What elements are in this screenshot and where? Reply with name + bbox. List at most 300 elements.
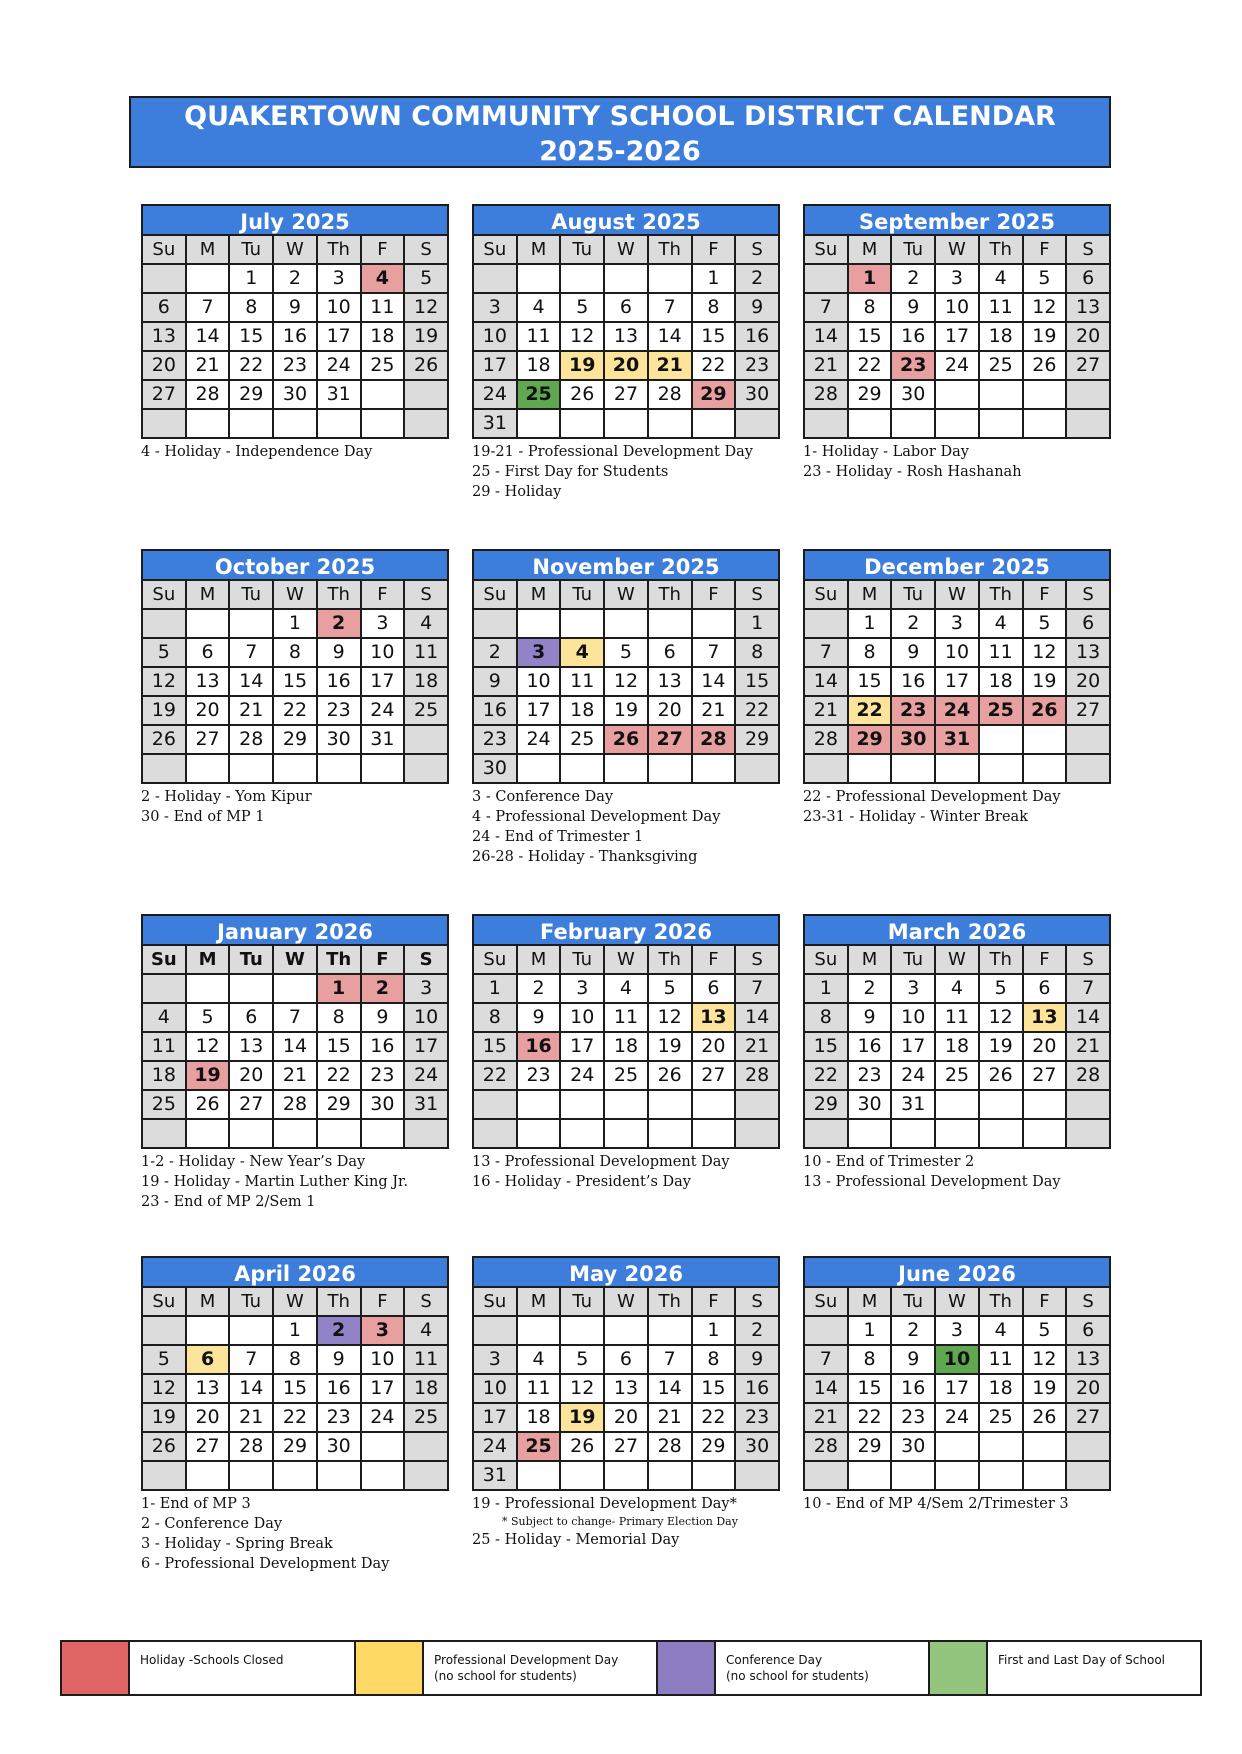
day-cell: 13 [648,667,692,696]
day-cell: 1 [804,974,848,1003]
day-cell: 1 [273,1316,317,1345]
day-cell: 28 [273,1090,317,1119]
day-cell: 14 [229,667,273,696]
day-cell: 11 [979,293,1023,322]
day-cell: 31 [317,380,361,409]
day-cell: 12 [142,1374,186,1403]
day-cell: 21 [648,1403,692,1432]
day-cell: 14 [804,1374,848,1403]
day-cell: 5 [604,638,648,667]
legend-label-holiday [130,1642,356,1694]
month-notes [472,787,780,867]
note-line: 16 - Holiday - President’s Day [472,1174,691,1190]
weekday-header: Tu [229,580,273,609]
weekday-header: Th [979,580,1023,609]
day-cell: 6 [229,1003,273,1032]
day-cell: 17 [517,696,561,725]
day-cell: 29 [229,380,273,409]
day-cell: 17 [891,1032,935,1061]
day-cell: 19 [142,1403,186,1432]
day-cell: 12 [560,322,604,351]
empty-cell [273,1461,317,1490]
weekday-header: W [273,235,317,264]
note-line: 23 - Holiday - Rosh Hashanah [803,464,1022,480]
empty-cell [1066,1461,1110,1490]
empty-cell [848,754,892,783]
month-title: August 2025 [472,204,780,234]
weekday-header: Th [317,235,361,264]
day-cell: 19 [1023,1374,1067,1403]
day-cell: 25 [404,1403,448,1432]
legend-subtext-conference: (no school for students) [726,1669,869,1683]
note-line: 4 - Professional Development Day [472,809,721,825]
weekday-header: Su [142,580,186,609]
note-line: 10 - End of Trimester 2 [803,1154,975,1170]
day-cell: 9 [891,638,935,667]
day-cell: 12 [560,1374,604,1403]
day-cell: 18 [604,1032,648,1061]
month-grid [141,579,449,784]
day-cell: 3 [361,609,405,638]
day-cell: 16 [735,322,779,351]
day-cell: 16 [891,322,935,351]
month-notes [472,442,780,502]
day-cell: 7 [804,638,848,667]
empty-cell [317,409,361,438]
weekday-header: S [404,945,448,974]
weekday-header: F [361,580,405,609]
empty-cell [604,264,648,293]
day-cell: 26 [604,725,648,754]
day-cell: 25 [517,380,561,409]
note-line: 13 - Professional Development Day [803,1174,1061,1190]
weekday-header: Th [317,1287,361,1316]
day-cell: 22 [692,351,736,380]
empty-cell [473,1316,517,1345]
empty-cell [648,1316,692,1345]
day-cell: 23 [273,351,317,380]
day-cell: 10 [517,667,561,696]
month-notes [141,787,449,827]
weekday-header: Tu [891,580,935,609]
weekday-header: S [735,580,779,609]
weekday-header: M [517,580,561,609]
day-cell: 12 [648,1003,692,1032]
empty-cell [848,1461,892,1490]
day-cell: 4 [935,974,979,1003]
empty-cell [1023,380,1067,409]
weekday-header: M [186,945,230,974]
empty-cell [517,754,561,783]
day-cell: 1 [273,609,317,638]
note-line: 19 - Holiday - Martin Luther King Jr. [141,1174,409,1190]
day-cell: 7 [735,974,779,1003]
legend-swatch-first-last [930,1642,988,1694]
day-cell: 29 [804,1090,848,1119]
empty-cell [517,264,561,293]
day-cell: 17 [404,1032,448,1061]
day-cell: 20 [142,351,186,380]
day-cell: 5 [1023,1316,1067,1345]
weekday-header: F [1023,235,1067,264]
day-cell: 26 [404,351,448,380]
day-cell: 25 [517,1432,561,1461]
day-cell: 29 [848,725,892,754]
weekday-header: F [692,580,736,609]
day-cell: 8 [229,293,273,322]
day-cell: 27 [186,1432,230,1461]
day-cell: 24 [560,1061,604,1090]
note-line: 19 - Professional Development Day* [472,1496,737,1512]
empty-cell [404,409,448,438]
day-cell: 13 [1066,638,1110,667]
weekday-header: F [1023,580,1067,609]
empty-cell [1066,754,1110,783]
day-cell: 22 [735,696,779,725]
day-cell: 19 [1023,322,1067,351]
day-cell: 8 [804,1003,848,1032]
day-cell: 8 [735,638,779,667]
day-cell: 3 [935,609,979,638]
weekday-header: F [1023,945,1067,974]
day-cell: 13 [604,1374,648,1403]
day-cell: 15 [848,1374,892,1403]
empty-cell [1066,1090,1110,1119]
day-cell: 2 [517,974,561,1003]
day-cell: 22 [848,351,892,380]
day-cell: 10 [361,638,405,667]
day-cell: 25 [935,1061,979,1090]
day-cell: 13 [604,322,648,351]
empty-cell [979,1119,1023,1148]
weekday-header: M [186,1287,230,1316]
day-cell: 14 [804,667,848,696]
day-cell: 16 [317,1374,361,1403]
note-line: 23-31 - Holiday - Winter Break [803,809,1028,825]
day-cell: 17 [473,351,517,380]
day-cell: 1 [229,264,273,293]
empty-cell [361,754,405,783]
empty-cell [517,1316,561,1345]
day-cell: 5 [560,1345,604,1374]
empty-cell [1066,409,1110,438]
day-cell: 26 [186,1090,230,1119]
empty-cell [404,754,448,783]
empty-cell [142,1461,186,1490]
empty-cell [848,1119,892,1148]
empty-cell [517,1461,561,1490]
empty-cell [1023,1119,1067,1148]
day-cell: 15 [735,667,779,696]
empty-cell [648,264,692,293]
day-cell: 22 [273,1403,317,1432]
day-cell: 22 [804,1061,848,1090]
empty-cell [473,1090,517,1119]
empty-cell [361,409,405,438]
day-cell: 27 [1066,1403,1110,1432]
day-cell: 20 [604,1403,648,1432]
day-cell: 14 [648,1374,692,1403]
day-cell: 7 [229,638,273,667]
weekday-header: S [1066,580,1110,609]
day-cell: 31 [891,1090,935,1119]
weekday-header: Tu [560,945,604,974]
day-cell: 31 [473,409,517,438]
empty-cell [404,1461,448,1490]
empty-cell [1023,1461,1067,1490]
empty-cell [229,1316,273,1345]
empty-cell [361,1119,405,1148]
day-cell: 9 [273,293,317,322]
empty-cell [142,974,186,1003]
day-cell: 13 [1023,1003,1067,1032]
day-cell: 10 [935,293,979,322]
empty-cell [229,1119,273,1148]
day-cell: 21 [229,696,273,725]
day-cell: 9 [473,667,517,696]
weekday-header: M [848,580,892,609]
day-cell: 27 [648,725,692,754]
weekday-header: W [273,1287,317,1316]
note-line: 29 - Holiday [472,484,562,500]
day-cell: 16 [361,1032,405,1061]
day-cell: 4 [361,264,405,293]
note-line: 1-2 - Holiday - New Year’s Day [141,1154,366,1170]
empty-cell [560,1461,604,1490]
day-cell: 23 [361,1061,405,1090]
empty-cell [404,725,448,754]
empty-cell [891,1461,935,1490]
empty-cell [186,409,230,438]
day-cell: 1 [735,609,779,638]
day-cell: 2 [735,1316,779,1345]
weekday-header: S [1066,1287,1110,1316]
weekday-header: Su [142,235,186,264]
day-cell: 21 [804,696,848,725]
weekday-header: Th [648,235,692,264]
day-cell: 30 [891,725,935,754]
day-cell: 24 [404,1061,448,1090]
weekday-header: Tu [891,945,935,974]
day-cell: 22 [473,1061,517,1090]
weekday-header: Su [804,580,848,609]
empty-cell [692,1119,736,1148]
empty-cell [935,1432,979,1461]
day-cell: 16 [735,1374,779,1403]
day-cell: 1 [848,264,892,293]
day-cell: 18 [979,1374,1023,1403]
weekday-header: W [935,945,979,974]
empty-cell [142,264,186,293]
day-cell: 25 [979,1403,1023,1432]
weekday-header: W [273,580,317,609]
legend [60,1640,1202,1696]
empty-cell [735,1090,779,1119]
day-cell: 21 [692,696,736,725]
empty-cell [186,754,230,783]
day-cell: 4 [979,1316,1023,1345]
day-cell: 19 [979,1032,1023,1061]
weekday-header: Su [473,235,517,264]
day-cell: 20 [1066,667,1110,696]
day-cell: 20 [692,1032,736,1061]
empty-cell [186,264,230,293]
day-cell: 24 [361,1403,405,1432]
empty-cell [229,1461,273,1490]
day-cell: 21 [804,1403,848,1432]
day-cell: 4 [517,1345,561,1374]
day-cell: 3 [473,1345,517,1374]
weekday-header: S [735,1287,779,1316]
empty-cell [517,1119,561,1148]
day-cell: 24 [935,1403,979,1432]
empty-cell [1023,1432,1067,1461]
day-cell: 4 [560,638,604,667]
empty-cell [186,1119,230,1148]
day-cell: 11 [604,1003,648,1032]
day-cell: 10 [891,1003,935,1032]
empty-cell [979,1090,1023,1119]
day-cell: 21 [229,1403,273,1432]
day-cell: 26 [648,1061,692,1090]
weekday-header: Th [317,945,361,974]
empty-cell [186,1461,230,1490]
month-notes [141,1494,449,1574]
empty-cell [1066,1119,1110,1148]
month-grid [141,234,449,439]
empty-cell [404,380,448,409]
note-line: 13 - Professional Development Day [472,1154,730,1170]
day-cell: 10 [404,1003,448,1032]
legend-text-conference: Conference Day [726,1653,823,1667]
weekday-header: Su [142,945,186,974]
day-cell: 5 [404,264,448,293]
day-cell: 3 [935,1316,979,1345]
day-cell: 9 [735,293,779,322]
empty-cell [735,409,779,438]
day-cell: 16 [317,667,361,696]
weekday-header: Su [473,945,517,974]
day-cell: 5 [560,293,604,322]
weekday-header: S [1066,945,1110,974]
day-cell: 21 [273,1061,317,1090]
day-cell: 18 [404,667,448,696]
day-cell: 2 [891,609,935,638]
day-cell: 17 [560,1032,604,1061]
day-cell: 21 [735,1032,779,1061]
day-cell: 20 [604,351,648,380]
day-cell: 31 [361,725,405,754]
day-cell: 7 [229,1345,273,1374]
weekday-header: W [604,235,648,264]
day-cell: 22 [229,351,273,380]
day-cell: 18 [404,1374,448,1403]
day-cell: 5 [142,1345,186,1374]
day-cell: 29 [273,725,317,754]
empty-cell [804,754,848,783]
day-cell: 27 [1023,1061,1067,1090]
note-line: 26-28 - Holiday - Thanksgiving [472,849,698,865]
day-cell: 24 [473,380,517,409]
day-cell: 27 [604,380,648,409]
day-cell: 13 [186,667,230,696]
empty-cell [648,409,692,438]
empty-cell [142,1119,186,1148]
weekday-header: Th [317,580,361,609]
day-cell: 5 [186,1003,230,1032]
empty-cell [692,754,736,783]
day-cell: 13 [692,1003,736,1032]
empty-cell [186,1316,230,1345]
day-cell: 4 [404,1316,448,1345]
day-cell: 27 [186,725,230,754]
day-cell: 9 [735,1345,779,1374]
day-cell: 22 [848,1403,892,1432]
day-cell: 4 [979,609,1023,638]
day-cell: 13 [186,1374,230,1403]
weekday-header: Tu [560,1287,604,1316]
day-cell: 18 [361,322,405,351]
empty-cell [517,409,561,438]
legend-label-conference [716,1642,930,1694]
day-cell: 31 [473,1461,517,1490]
empty-cell [404,1119,448,1148]
day-cell: 15 [473,1032,517,1061]
empty-cell [935,409,979,438]
weekday-header: W [604,1287,648,1316]
month-notes [472,1152,780,1192]
day-cell: 4 [604,974,648,1003]
empty-cell [1066,725,1110,754]
month-calendar [472,1256,780,1550]
day-cell: 19 [560,351,604,380]
day-cell: 15 [229,322,273,351]
empty-cell [273,1119,317,1148]
month-grid [141,944,449,1149]
note-line: 10 - End of MP 4/Sem 2/Trimester 3 [803,1496,1069,1512]
month-grid [472,234,780,439]
day-cell: 10 [560,1003,604,1032]
note-line: 2 - Conference Day [141,1516,283,1532]
day-cell: 11 [979,1345,1023,1374]
note-line: 1- End of MP 3 [141,1496,251,1512]
day-cell: 14 [1066,1003,1110,1032]
day-cell: 2 [273,264,317,293]
empty-cell [804,1316,848,1345]
weekday-header: Tu [891,1287,935,1316]
empty-cell [361,1432,405,1461]
month-title: December 2025 [803,549,1111,579]
weekday-header: W [935,1287,979,1316]
empty-cell [473,1119,517,1148]
day-cell: 23 [473,725,517,754]
day-cell: 12 [1023,638,1067,667]
empty-cell [604,1316,648,1345]
day-cell: 30 [317,725,361,754]
weekday-header: F [361,945,405,974]
month-calendar [141,204,449,462]
weekday-header: S [404,235,448,264]
day-cell: 8 [273,1345,317,1374]
day-cell: 1 [692,1316,736,1345]
day-cell: 19 [560,1403,604,1432]
day-cell: 18 [517,351,561,380]
day-cell: 24 [317,351,361,380]
day-cell: 9 [517,1003,561,1032]
day-cell: 6 [604,1345,648,1374]
note-line: 25 - First Day for Students [472,464,669,480]
month-grid [472,944,780,1149]
